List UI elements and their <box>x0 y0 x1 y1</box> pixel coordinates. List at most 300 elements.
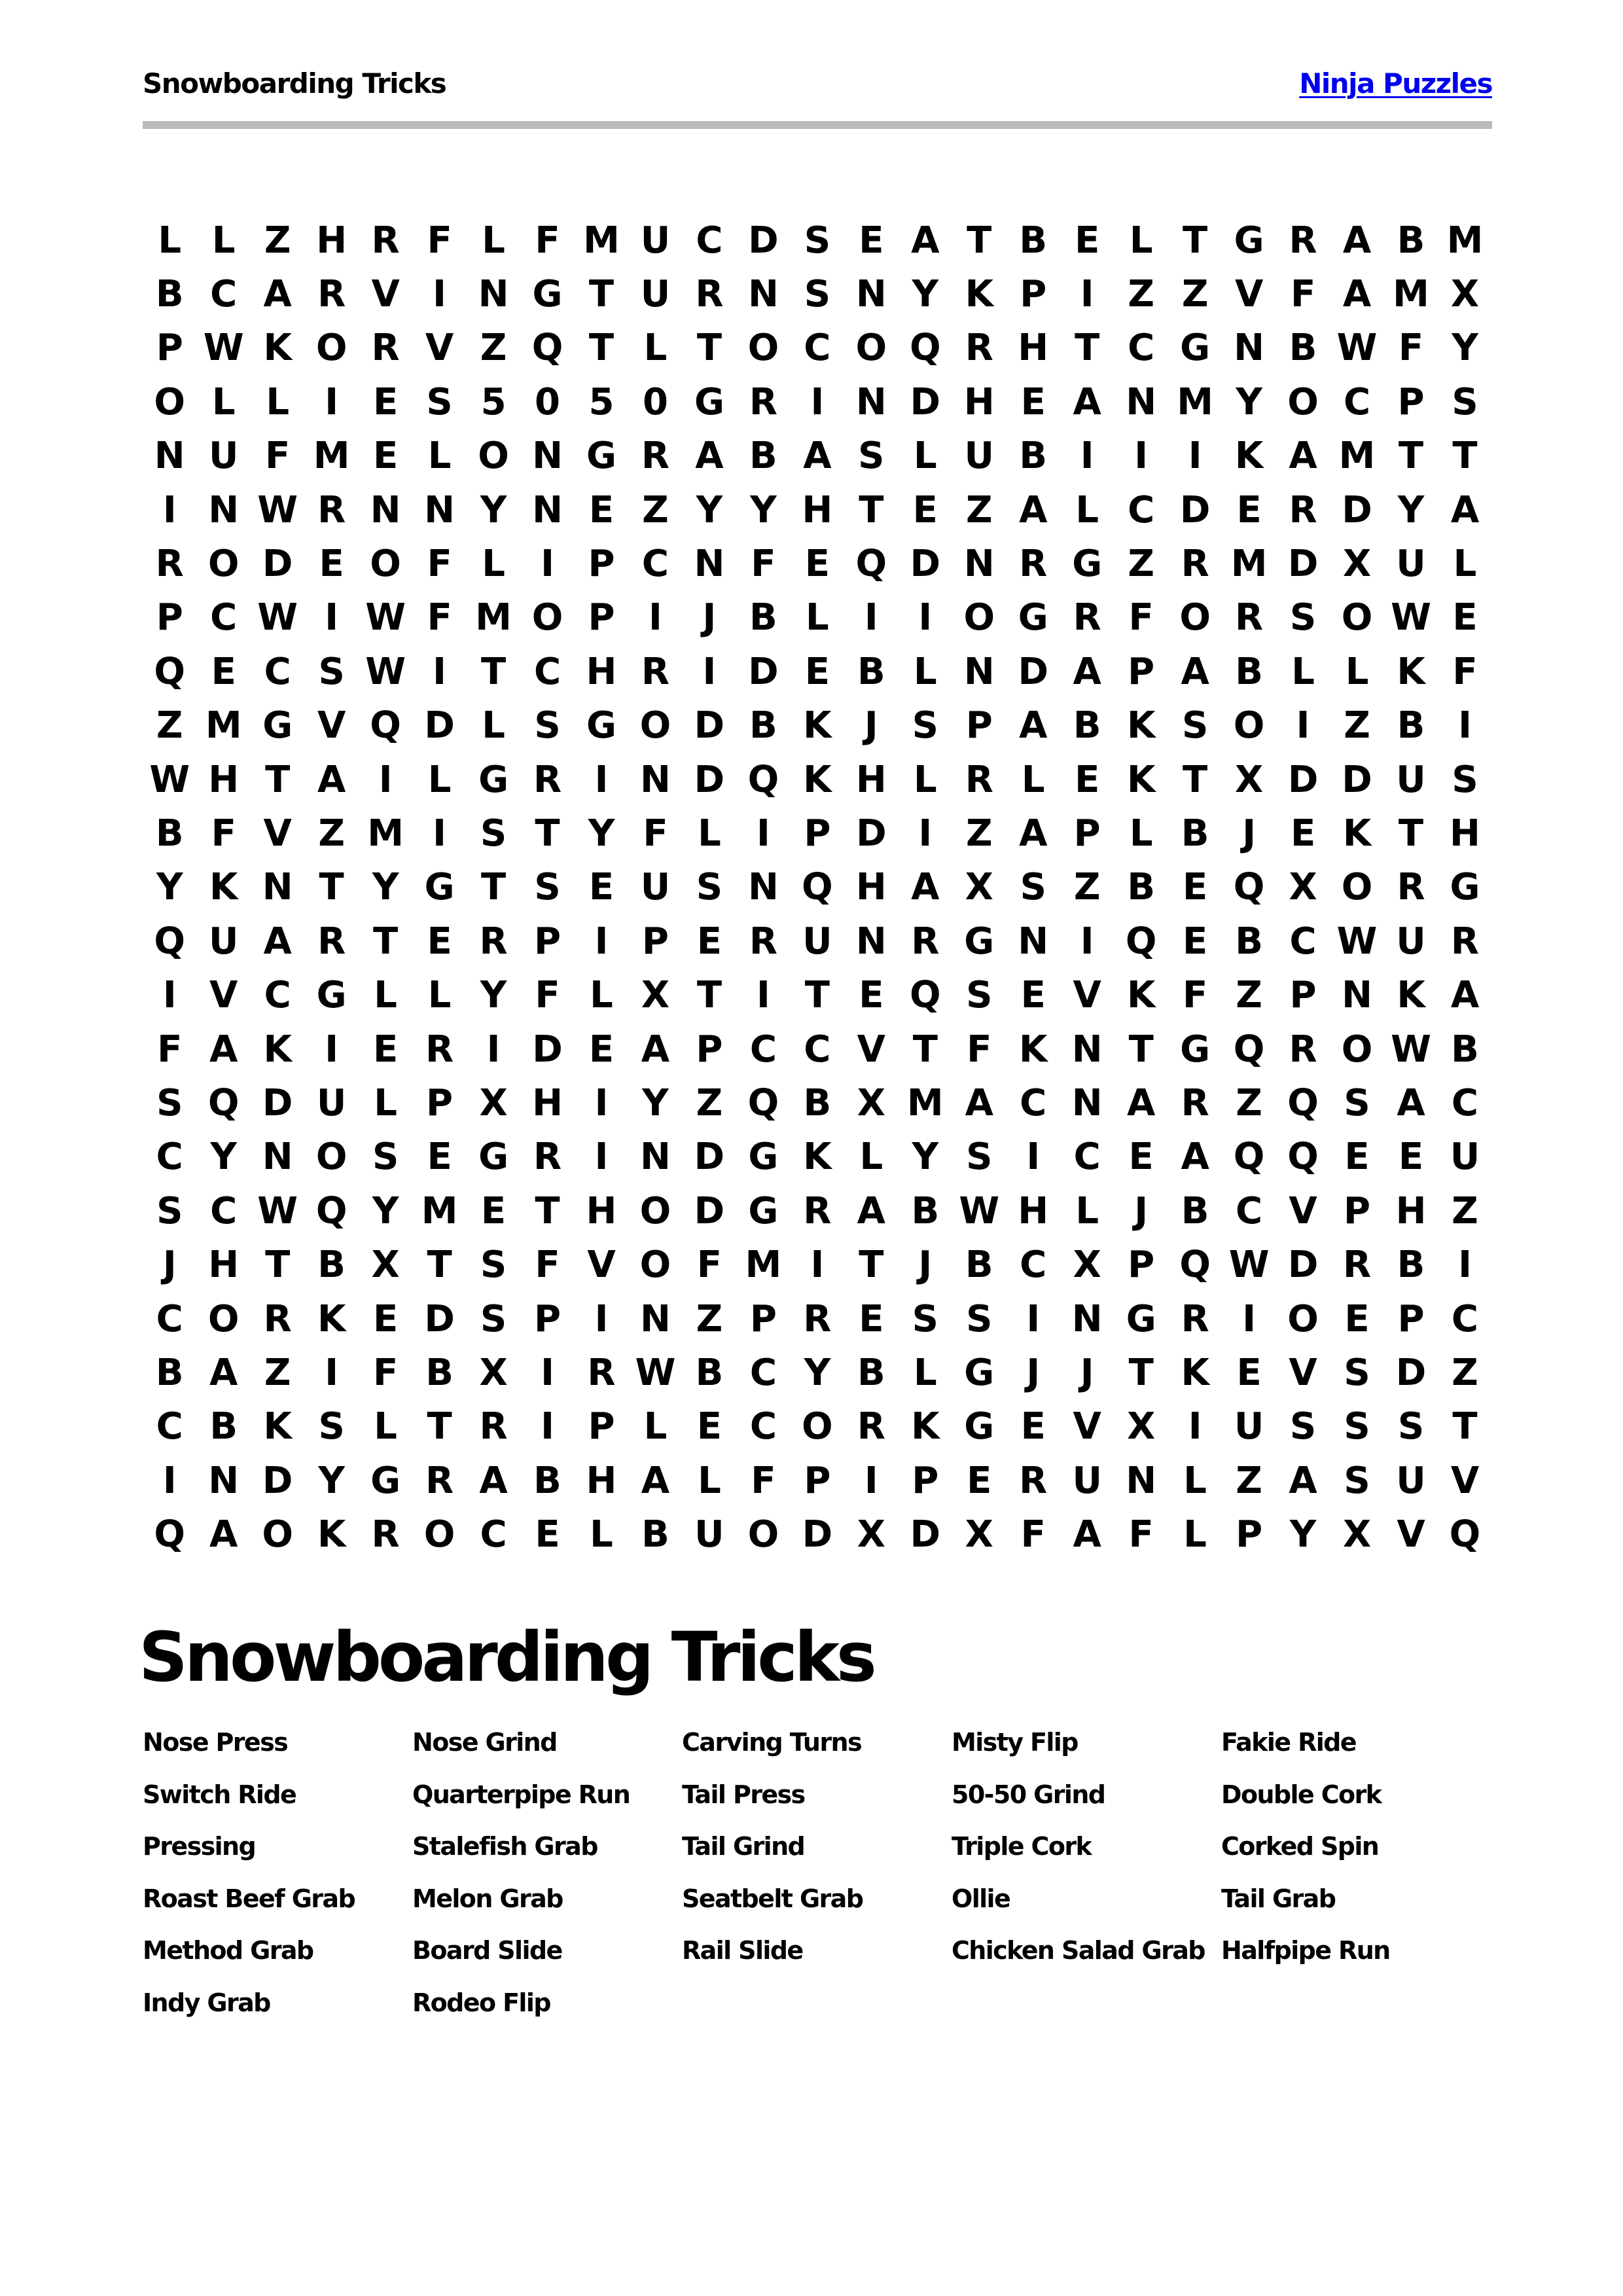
grid-cell[interactable]: I <box>918 596 933 639</box>
grid-cell[interactable]: V <box>317 704 346 747</box>
grid-cell[interactable]: U <box>1396 758 1426 801</box>
grid-cell[interactable]: V <box>209 974 238 1017</box>
grid-cell[interactable]: E <box>696 1405 722 1448</box>
grid-cell[interactable]: X <box>1235 758 1264 801</box>
grid-cell[interactable]: L <box>1021 758 1045 801</box>
grid-cell[interactable]: I <box>325 1351 339 1394</box>
grid-cell[interactable]: N <box>262 1136 293 1179</box>
grid-cell[interactable]: 5 <box>480 380 507 423</box>
grid-cell[interactable]: I <box>1026 1136 1041 1179</box>
grid-cell[interactable]: E <box>1344 1297 1370 1340</box>
grid-cell[interactable]: E <box>372 380 399 423</box>
grid-cell[interactable]: I <box>1080 273 1094 316</box>
grid-cell[interactable]: I <box>756 812 770 855</box>
grid-cell[interactable]: M <box>583 219 620 262</box>
grid-cell[interactable]: Z <box>696 1081 723 1124</box>
grid-cell[interactable]: Z <box>1452 1189 1478 1232</box>
grid-cell[interactable]: A <box>263 920 292 963</box>
grid-cell[interactable]: A <box>209 1028 238 1071</box>
grid-cell[interactable]: H <box>1395 1189 1427 1232</box>
grid-cell[interactable]: T <box>480 650 507 693</box>
grid-cell[interactable]: K <box>263 1028 292 1071</box>
grid-cell[interactable]: W <box>149 758 190 801</box>
grid-cell[interactable]: D <box>694 1136 725 1179</box>
grid-cell[interactable]: T <box>696 974 722 1017</box>
grid-cell[interactable]: B <box>1019 219 1048 262</box>
grid-cell[interactable]: Q <box>1233 866 1265 909</box>
grid-cell[interactable]: O <box>1341 866 1373 909</box>
grid-cell[interactable]: Y <box>210 1136 237 1179</box>
grid-cell[interactable]: B <box>1181 1189 1209 1232</box>
grid-cell[interactable]: I <box>162 974 177 1017</box>
grid-cell[interactable]: P <box>804 1459 831 1502</box>
grid-cell[interactable]: O <box>315 327 348 370</box>
grid-cell[interactable]: N <box>208 1459 240 1502</box>
grid-cell[interactable]: Z <box>1181 273 1209 316</box>
grid-cell[interactable]: T <box>912 1028 938 1071</box>
grid-cell[interactable]: B <box>155 1351 184 1394</box>
grid-cell[interactable]: A <box>1289 1459 1317 1502</box>
grid-cell[interactable]: R <box>587 1351 616 1394</box>
grid-cell[interactable]: I <box>918 812 933 855</box>
grid-cell[interactable]: N <box>963 543 995 586</box>
grid-cell[interactable]: I <box>433 812 446 855</box>
grid-cell[interactable]: R <box>263 1297 292 1340</box>
grid-cell[interactable]: F <box>1020 1513 1046 1556</box>
grid-cell[interactable]: R <box>425 1028 454 1071</box>
grid-cell[interactable]: U <box>1396 1459 1426 1502</box>
grid-cell[interactable]: L <box>374 1081 397 1124</box>
grid-cell[interactable]: A <box>1342 273 1372 316</box>
grid-cell[interactable]: R <box>155 543 184 586</box>
grid-cell[interactable]: B <box>857 650 885 693</box>
grid-cell[interactable]: I <box>756 974 770 1017</box>
grid-cell[interactable]: E <box>1020 380 1046 423</box>
grid-cell[interactable]: A <box>1019 488 1048 531</box>
grid-cell[interactable]: F <box>535 1244 560 1287</box>
grid-cell[interactable]: H <box>586 1459 617 1502</box>
grid-cell[interactable]: Q <box>747 758 779 801</box>
grid-cell[interactable]: P <box>1073 812 1101 855</box>
grid-cell[interactable]: M <box>1338 435 1376 478</box>
grid-cell[interactable]: W <box>257 596 298 639</box>
grid-cell[interactable]: B <box>209 1405 238 1448</box>
grid-cell[interactable]: A <box>803 435 832 478</box>
grid-cell[interactable]: C <box>696 219 723 262</box>
grid-cell[interactable]: P <box>1397 1297 1425 1340</box>
grid-cell[interactable]: F <box>427 596 452 639</box>
grid-cell[interactable]: N <box>370 488 401 531</box>
grid-cell[interactable]: I <box>1134 435 1149 478</box>
grid-cell[interactable]: J <box>918 1244 933 1287</box>
grid-cell[interactable]: I <box>1080 435 1094 478</box>
grid-cell[interactable]: B <box>1181 812 1209 855</box>
grid-cell[interactable]: I <box>541 1351 554 1394</box>
grid-cell[interactable]: E <box>859 1297 884 1340</box>
grid-cell[interactable]: H <box>802 488 833 531</box>
grid-cell[interactable]: T <box>319 866 344 909</box>
grid-cell[interactable]: E <box>1398 1136 1424 1179</box>
grid-cell[interactable]: L <box>1183 1459 1207 1502</box>
grid-cell[interactable]: L <box>266 380 290 423</box>
grid-cell[interactable]: L <box>211 219 236 262</box>
grid-cell[interactable]: O <box>531 596 563 639</box>
grid-cell[interactable]: B <box>155 812 184 855</box>
grid-cell[interactable]: Y <box>804 1351 831 1394</box>
grid-cell[interactable]: A <box>695 435 724 478</box>
grid-cell[interactable]: Y <box>1289 1513 1317 1556</box>
grid-cell[interactable]: R <box>371 327 400 370</box>
grid-cell[interactable]: F <box>696 1244 722 1287</box>
grid-cell[interactable]: K <box>1126 704 1156 747</box>
grid-cell[interactable]: K <box>1126 758 1156 801</box>
grid-cell[interactable]: A <box>479 1459 508 1502</box>
grid-cell[interactable]: Z <box>965 812 993 855</box>
grid-cell[interactable]: W <box>203 327 244 370</box>
grid-cell[interactable]: S <box>804 273 831 316</box>
grid-cell[interactable]: B <box>1397 704 1425 747</box>
grid-cell[interactable]: H <box>586 650 617 693</box>
grid-cell[interactable]: U <box>1396 920 1426 963</box>
grid-cell[interactable]: S <box>966 1297 993 1340</box>
grid-cell[interactable]: U <box>208 435 239 478</box>
grid-cell[interactable]: S <box>1020 866 1046 909</box>
grid-cell[interactable]: T <box>1128 1028 1154 1071</box>
grid-cell[interactable]: C <box>264 974 291 1017</box>
grid-cell[interactable]: F <box>1183 974 1208 1017</box>
grid-cell[interactable]: E <box>211 650 236 693</box>
grid-cell[interactable]: E <box>859 974 884 1017</box>
grid-cell[interactable]: P <box>533 1297 562 1340</box>
grid-cell[interactable]: C <box>1020 1081 1047 1124</box>
grid-cell[interactable]: Z <box>1236 974 1262 1017</box>
grid-cell[interactable]: R <box>317 488 346 531</box>
grid-cell[interactable]: L <box>1075 1189 1099 1232</box>
grid-cell[interactable]: 0 <box>642 380 668 423</box>
grid-cell[interactable]: I <box>486 1028 501 1071</box>
grid-cell[interactable]: R <box>1181 543 1209 586</box>
grid-cell[interactable]: Y <box>480 974 507 1017</box>
grid-cell[interactable]: B <box>155 273 184 316</box>
grid-cell[interactable]: K <box>1342 812 1372 855</box>
grid-cell[interactable]: T <box>588 273 615 316</box>
grid-cell[interactable]: J <box>1134 1189 1149 1232</box>
grid-cell[interactable]: E <box>696 920 722 963</box>
grid-cell[interactable]: I <box>864 1459 878 1502</box>
grid-cell[interactable]: M <box>367 812 404 855</box>
grid-cell[interactable]: L <box>913 650 937 693</box>
grid-cell[interactable]: E <box>1344 1136 1370 1179</box>
grid-cell[interactable]: D <box>1287 1244 1319 1287</box>
grid-cell[interactable]: C <box>1073 1136 1101 1179</box>
grid-cell[interactable]: H <box>1450 812 1480 855</box>
grid-cell[interactable]: D <box>1287 543 1319 586</box>
grid-cell[interactable]: L <box>1129 219 1153 262</box>
grid-cell[interactable]: E <box>1020 974 1046 1017</box>
grid-cell[interactable]: T <box>535 812 560 855</box>
grid-cell[interactable]: D <box>262 543 293 586</box>
grid-cell[interactable]: B <box>803 1081 832 1124</box>
grid-cell[interactable]: W <box>1336 920 1378 963</box>
grid-cell[interactable]: K <box>263 1405 292 1448</box>
grid-cell[interactable]: W <box>365 650 406 693</box>
grid-cell[interactable]: P <box>804 812 831 855</box>
grid-cell[interactable]: S <box>804 219 831 262</box>
grid-cell[interactable]: C <box>749 1351 777 1394</box>
grid-cell[interactable]: A <box>317 758 346 801</box>
grid-cell[interactable]: P <box>156 596 183 639</box>
grid-cell[interactable]: F <box>211 812 236 855</box>
grid-cell[interactable]: U <box>640 219 671 262</box>
grid-cell[interactable]: X <box>1289 866 1317 909</box>
grid-cell[interactable]: L <box>1183 1513 1207 1556</box>
grid-cell[interactable]: F <box>372 1351 399 1394</box>
grid-cell[interactable]: S <box>1397 1405 1425 1448</box>
grid-cell[interactable]: X <box>1073 1244 1101 1287</box>
grid-cell[interactable]: I <box>1080 920 1094 963</box>
grid-cell[interactable]: X <box>1450 273 1480 316</box>
grid-cell[interactable]: L <box>158 219 182 262</box>
grid-cell[interactable]: O <box>315 1136 348 1179</box>
grid-cell[interactable]: J <box>1026 1351 1041 1394</box>
grid-cell[interactable]: A <box>1181 1136 1209 1179</box>
grid-cell[interactable]: R <box>911 920 940 963</box>
grid-cell[interactable]: G <box>964 1351 995 1394</box>
grid-cell[interactable]: C <box>1236 1189 1263 1232</box>
grid-cell[interactable]: H <box>1018 1189 1049 1232</box>
grid-cell[interactable]: R <box>1181 1081 1209 1124</box>
grid-cell[interactable]: I <box>1458 704 1472 747</box>
grid-cell[interactable]: F <box>1398 327 1424 370</box>
grid-cell[interactable]: O <box>1233 704 1265 747</box>
grid-cell[interactable]: Z <box>1236 1459 1262 1502</box>
grid-cell[interactable]: I <box>702 650 717 693</box>
grid-cell[interactable]: H <box>532 1081 563 1124</box>
grid-cell[interactable]: N <box>640 1136 671 1179</box>
grid-cell[interactable]: K <box>1181 1351 1209 1394</box>
grid-cell[interactable]: G <box>964 920 995 963</box>
grid-cell[interactable]: D <box>424 1297 455 1340</box>
grid-cell[interactable]: L <box>590 974 613 1017</box>
grid-cell[interactable]: K <box>317 1297 346 1340</box>
grid-cell[interactable]: S <box>966 974 993 1017</box>
grid-cell[interactable]: B <box>911 1189 940 1232</box>
grid-cell[interactable]: Y <box>1452 327 1478 370</box>
grid-cell[interactable]: Z <box>1128 543 1154 586</box>
grid-cell[interactable]: S <box>156 1081 183 1124</box>
grid-cell[interactable]: G <box>748 1136 779 1179</box>
grid-cell[interactable]: T <box>967 219 992 262</box>
grid-cell[interactable]: D <box>802 1513 833 1556</box>
grid-cell[interactable]: P <box>641 920 669 963</box>
grid-cell[interactable]: D <box>532 1028 563 1071</box>
grid-cell[interactable]: K <box>911 1405 940 1448</box>
grid-cell[interactable]: P <box>156 327 183 370</box>
grid-cell[interactable]: V <box>857 1028 885 1071</box>
grid-cell[interactable]: G <box>1126 1297 1156 1340</box>
grid-cell[interactable]: T <box>1128 1351 1154 1394</box>
grid-cell[interactable]: S <box>480 812 507 855</box>
grid-cell[interactable]: C <box>641 543 669 586</box>
grid-cell[interactable]: L <box>643 327 668 370</box>
grid-cell[interactable]: V <box>1234 273 1264 316</box>
grid-cell[interactable]: P <box>696 1028 723 1071</box>
grid-cell[interactable]: O <box>639 1189 671 1232</box>
grid-cell[interactable]: R <box>857 1405 885 1448</box>
grid-cell[interactable]: A <box>965 1081 993 1124</box>
grid-cell[interactable]: B <box>1127 866 1156 909</box>
grid-cell[interactable]: R <box>641 435 670 478</box>
grid-cell[interactable]: U <box>694 1513 724 1556</box>
grid-cell[interactable]: X <box>1127 1405 1156 1448</box>
grid-cell[interactable]: K <box>803 758 832 801</box>
grid-cell[interactable]: E <box>1183 920 1208 963</box>
grid-cell[interactable]: K <box>1126 974 1156 1017</box>
grid-cell[interactable]: I <box>594 1136 609 1179</box>
grid-cell[interactable]: Z <box>696 1297 723 1340</box>
grid-cell[interactable]: P <box>533 920 562 963</box>
grid-cell[interactable]: T <box>696 327 722 370</box>
grid-cell[interactable]: T <box>859 1244 884 1287</box>
grid-cell[interactable]: A <box>641 1028 670 1071</box>
grid-cell[interactable]: I <box>325 380 339 423</box>
grid-cell[interactable]: S <box>858 435 885 478</box>
grid-cell[interactable]: I <box>810 380 825 423</box>
grid-cell[interactable]: V <box>1073 1405 1101 1448</box>
grid-cell[interactable]: A <box>1450 488 1480 531</box>
grid-cell[interactable]: E <box>1290 812 1316 855</box>
grid-cell[interactable]: N <box>1071 1081 1103 1124</box>
grid-cell[interactable]: I <box>378 758 393 801</box>
grid-cell[interactable]: I <box>433 650 446 693</box>
grid-cell[interactable]: M <box>906 1081 944 1124</box>
grid-cell[interactable]: F <box>1128 1513 1154 1556</box>
grid-cell[interactable]: O <box>639 1244 671 1287</box>
grid-cell[interactable]: A <box>1397 1081 1425 1124</box>
grid-cell[interactable]: S <box>1181 704 1209 747</box>
grid-cell[interactable]: B <box>695 1351 724 1394</box>
grid-cell[interactable]: H <box>208 1244 240 1287</box>
grid-cell[interactable]: W <box>1391 1028 1431 1071</box>
grid-cell[interactable]: W <box>257 1189 298 1232</box>
grid-cell[interactable]: I <box>325 596 339 639</box>
grid-cell[interactable]: G <box>694 380 724 423</box>
grid-cell[interactable]: Q <box>154 1513 186 1556</box>
grid-cell[interactable]: I <box>594 1297 609 1340</box>
grid-cell[interactable]: Y <box>750 488 777 531</box>
grid-cell[interactable]: U <box>1234 1405 1264 1448</box>
grid-cell[interactable]: G <box>1180 327 1211 370</box>
grid-cell[interactable]: A <box>857 1189 885 1232</box>
grid-cell[interactable]: S <box>1289 596 1317 639</box>
grid-cell[interactable]: V <box>1289 1351 1317 1394</box>
grid-cell[interactable]: E <box>1128 1136 1154 1179</box>
grid-cell[interactable]: C <box>264 650 291 693</box>
grid-cell[interactable]: T <box>804 974 830 1017</box>
grid-cell[interactable]: N <box>532 488 563 531</box>
grid-cell[interactable]: Y <box>696 488 723 531</box>
grid-cell[interactable]: L <box>643 1405 668 1448</box>
grid-cell[interactable]: R <box>371 1513 400 1556</box>
grid-cell[interactable]: E <box>967 1459 992 1502</box>
grid-cell[interactable]: L <box>482 704 505 747</box>
grid-cell[interactable]: S <box>912 1297 938 1340</box>
grid-cell[interactable]: I <box>1188 1405 1202 1448</box>
grid-cell[interactable]: M <box>205 704 242 747</box>
grid-cell[interactable]: T <box>535 1189 560 1232</box>
grid-cell[interactable]: T <box>1398 435 1424 478</box>
grid-cell[interactable]: I <box>594 920 609 963</box>
grid-cell[interactable]: Z <box>1128 273 1154 316</box>
grid-cell[interactable]: N <box>747 866 779 909</box>
grid-cell[interactable]: I <box>162 488 177 531</box>
grid-cell[interactable]: E <box>1236 488 1262 531</box>
grid-cell[interactable]: E <box>1075 758 1100 801</box>
grid-cell[interactable]: F <box>1128 596 1154 639</box>
grid-cell[interactable]: N <box>154 435 185 478</box>
grid-cell[interactable]: A <box>1073 380 1101 423</box>
grid-cell[interactable]: E <box>1236 1351 1262 1394</box>
grid-cell[interactable]: T <box>265 1244 291 1287</box>
grid-cell[interactable]: Z <box>264 1351 291 1394</box>
grid-cell[interactable]: B <box>1451 1028 1479 1071</box>
grid-cell[interactable]: L <box>374 974 397 1017</box>
grid-cell[interactable]: L <box>590 1513 613 1556</box>
grid-cell[interactable]: Z <box>480 327 507 370</box>
grid-cell[interactable]: O <box>1287 1297 1319 1340</box>
grid-cell[interactable]: F <box>967 1028 992 1071</box>
grid-cell[interactable]: A <box>1181 650 1209 693</box>
grid-cell[interactable]: R <box>1289 1028 1317 1071</box>
grid-cell[interactable]: K <box>209 866 238 909</box>
grid-cell[interactable]: X <box>641 974 670 1017</box>
grid-cell[interactable]: C <box>804 327 831 370</box>
grid-cell[interactable]: D <box>910 543 941 586</box>
grid-cell[interactable]: Y <box>156 866 183 909</box>
grid-cell[interactable]: X <box>371 1244 400 1287</box>
grid-cell[interactable]: J <box>1080 1351 1094 1394</box>
grid-cell[interactable]: H <box>586 1189 617 1232</box>
grid-cell[interactable]: N <box>963 650 995 693</box>
grid-cell[interactable]: E <box>588 866 615 909</box>
grid-cell[interactable]: A <box>1073 1513 1101 1556</box>
grid-cell[interactable]: Z <box>1344 704 1370 747</box>
grid-cell[interactable]: W <box>1336 327 1378 370</box>
grid-cell[interactable]: C <box>210 273 238 316</box>
grid-cell[interactable]: E <box>912 488 938 531</box>
grid-cell[interactable]: G <box>1072 543 1103 586</box>
grid-cell[interactable]: R <box>1181 1297 1209 1340</box>
grid-cell[interactable]: C <box>156 1136 183 1179</box>
grid-cell[interactable]: E <box>588 1028 615 1071</box>
grid-cell[interactable]: P <box>1289 974 1317 1017</box>
grid-cell[interactable]: T <box>427 1405 452 1448</box>
grid-cell[interactable]: K <box>317 1513 346 1556</box>
grid-cell[interactable]: K <box>1019 1028 1048 1071</box>
grid-cell[interactable]: P <box>1397 380 1425 423</box>
grid-cell[interactable]: Y <box>1236 380 1262 423</box>
grid-cell[interactable]: J <box>162 1244 177 1287</box>
word-search-grid[interactable] <box>143 213 1492 1562</box>
grid-cell[interactable]: R <box>803 1189 832 1232</box>
grid-cell[interactable]: I <box>1188 435 1202 478</box>
grid-cell[interactable]: L <box>913 1351 937 1394</box>
grid-cell[interactable]: Y <box>372 866 399 909</box>
grid-cell[interactable]: 5 <box>588 380 615 423</box>
grid-cell[interactable]: X <box>479 1351 508 1394</box>
grid-cell[interactable]: S <box>912 704 938 747</box>
grid-cell[interactable]: M <box>1393 273 1429 316</box>
